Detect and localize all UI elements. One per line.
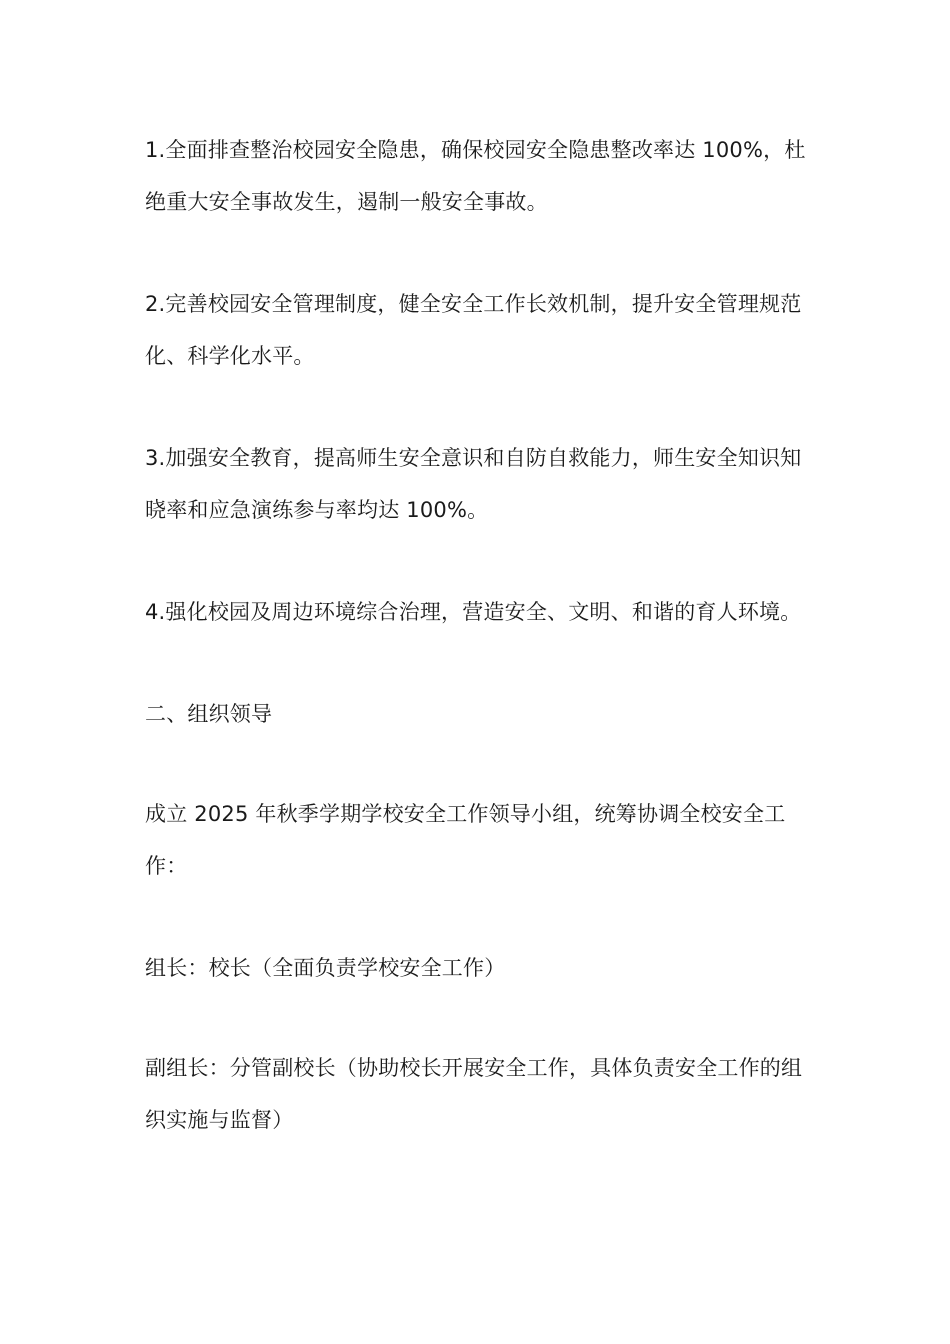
leadership-intro: 成立 2025 年秋季学期学校安全工作领导小组，统筹协调全校安全工作： (145, 802, 786, 878)
goal-item-4: 4.强化校园及周边环境综合治理，营造安全、文明、和谐的育人环境。 (145, 600, 802, 624)
section-heading: 二、组织领导 (145, 702, 273, 726)
team-leader: 组长：校长（全面负责学校安全工作） (145, 956, 506, 980)
goal-item-3: 3.加强安全教育，提高师生安全意识和自防自救能力，师生安全知识知晓率和应急演练参与率均达 100%。 (145, 446, 802, 522)
goal-item-2: 2.完善校园安全管理制度，健全安全工作长效机制，提升安全管理规范化、科学化水平。 (145, 292, 802, 368)
deputy-leader: 副组长：分管副校长（协助校长开展安全工作，具体负责安全工作的组织实施与监督） (145, 1056, 803, 1132)
goal-item-1: 1.全面排查整治校园安全隐患，确保校园安全隐患整改率达 100%，杜绝重大安全事故发生，遏制一般安全事故。 (145, 138, 806, 214)
document-body (145, 124, 810, 1196)
